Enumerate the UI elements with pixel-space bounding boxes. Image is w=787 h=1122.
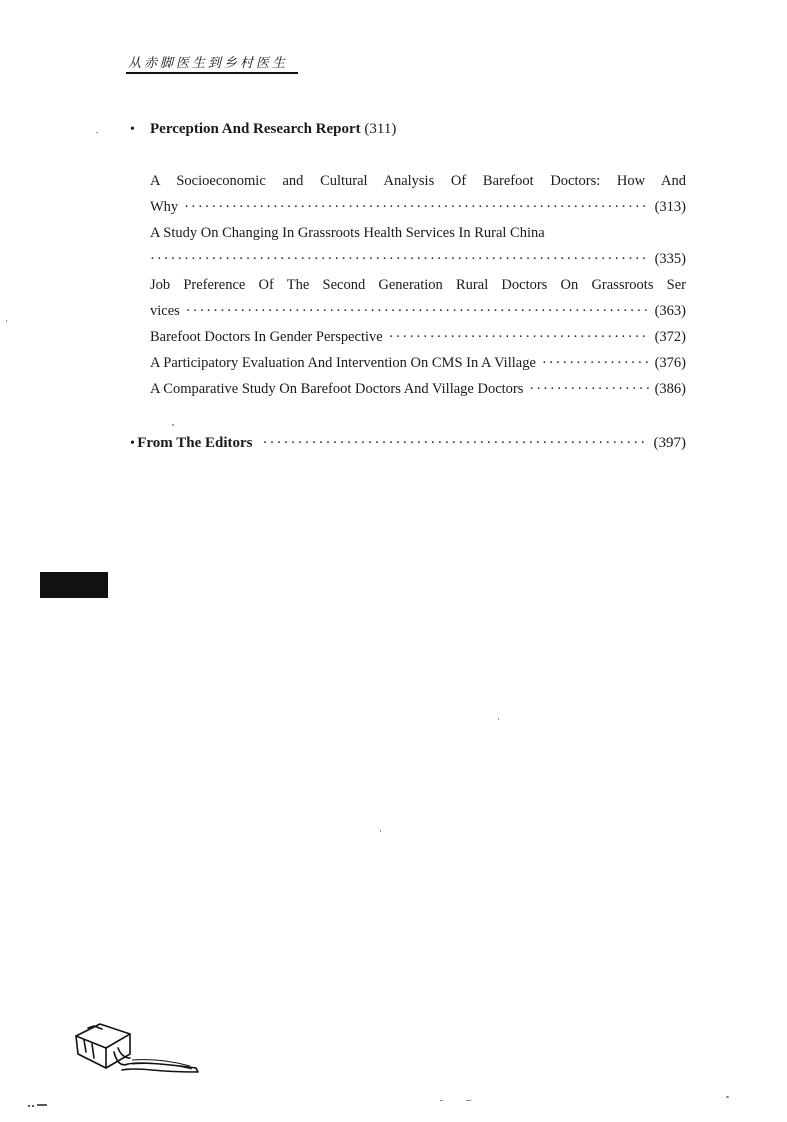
toc-entry-title: A Participatory Evaluation And Intervention On CMS In A Village [150,355,536,371]
scan-speck [726,1096,729,1098]
toc-entry-title: Why [150,199,179,215]
medical-kit-illustration-icon [72,1018,202,1076]
leader-dots [542,350,649,376]
bullet-icon: • [130,122,135,137]
section-page-number: (397) [653,435,686,451]
toc-entry [150,350,686,376]
toc-entry-continuation [150,298,686,324]
scan-speck [172,424,174,426]
toc-page-number: (376) [654,355,686,371]
bullet-icon: • [130,436,135,451]
toc-page-number: (386) [654,381,686,397]
leader-dots [186,298,649,324]
running-head-title: 从赤脚医生到乡村医生 [128,56,289,71]
leader-dots [184,194,648,220]
scan-speck [6,320,7,322]
toc-page-number: (363) [654,303,686,319]
toc-entry-title: A Comparative Study On Barefoot Doctors And Village Doctors [150,381,524,397]
scan-speck [466,1100,471,1101]
toc-entry-continuation [150,246,686,272]
leader-dots [389,324,649,350]
toc-entry-continuation [150,194,686,220]
toc-page-number: (372) [654,329,686,345]
toc-entry-line: A Study On Changing In Grassroots Health Services In Rural China [150,225,545,241]
scan-speck [96,132,98,133]
toc-page-number: (335) [654,251,686,267]
toc-page-number: (313) [654,199,686,215]
scan-speck [380,830,381,832]
leader-dots [263,433,648,453]
section-heading-editors [130,433,686,454]
section-heading-perception [130,119,396,140]
toc-entry-line: A Socioeconomic and Cultural Analysis Of Barefoot Doctors: How And [150,173,686,189]
section-title: From The Editors [137,435,253,451]
toc-entry-title: vices [150,303,180,319]
black-tab-marker [40,572,108,598]
section-title: Perception And Research Report [150,121,361,137]
leader-dots [529,376,648,402]
leader-dots [150,246,649,272]
toc-entry-title: Barefoot Doctors In Gender Perspective [150,329,383,345]
toc-entry [150,376,686,402]
header-underline [126,72,298,74]
scan-speck [440,1100,443,1101]
toc-entry-line: Job Preference Of The Second Generation Rural Doctors On Grassroots Ser [150,277,686,293]
corner-dash-marks-icon [28,1102,48,1108]
section-page-number: (311) [364,121,397,137]
toc-entry [150,324,686,350]
scan-speck [498,718,499,720]
